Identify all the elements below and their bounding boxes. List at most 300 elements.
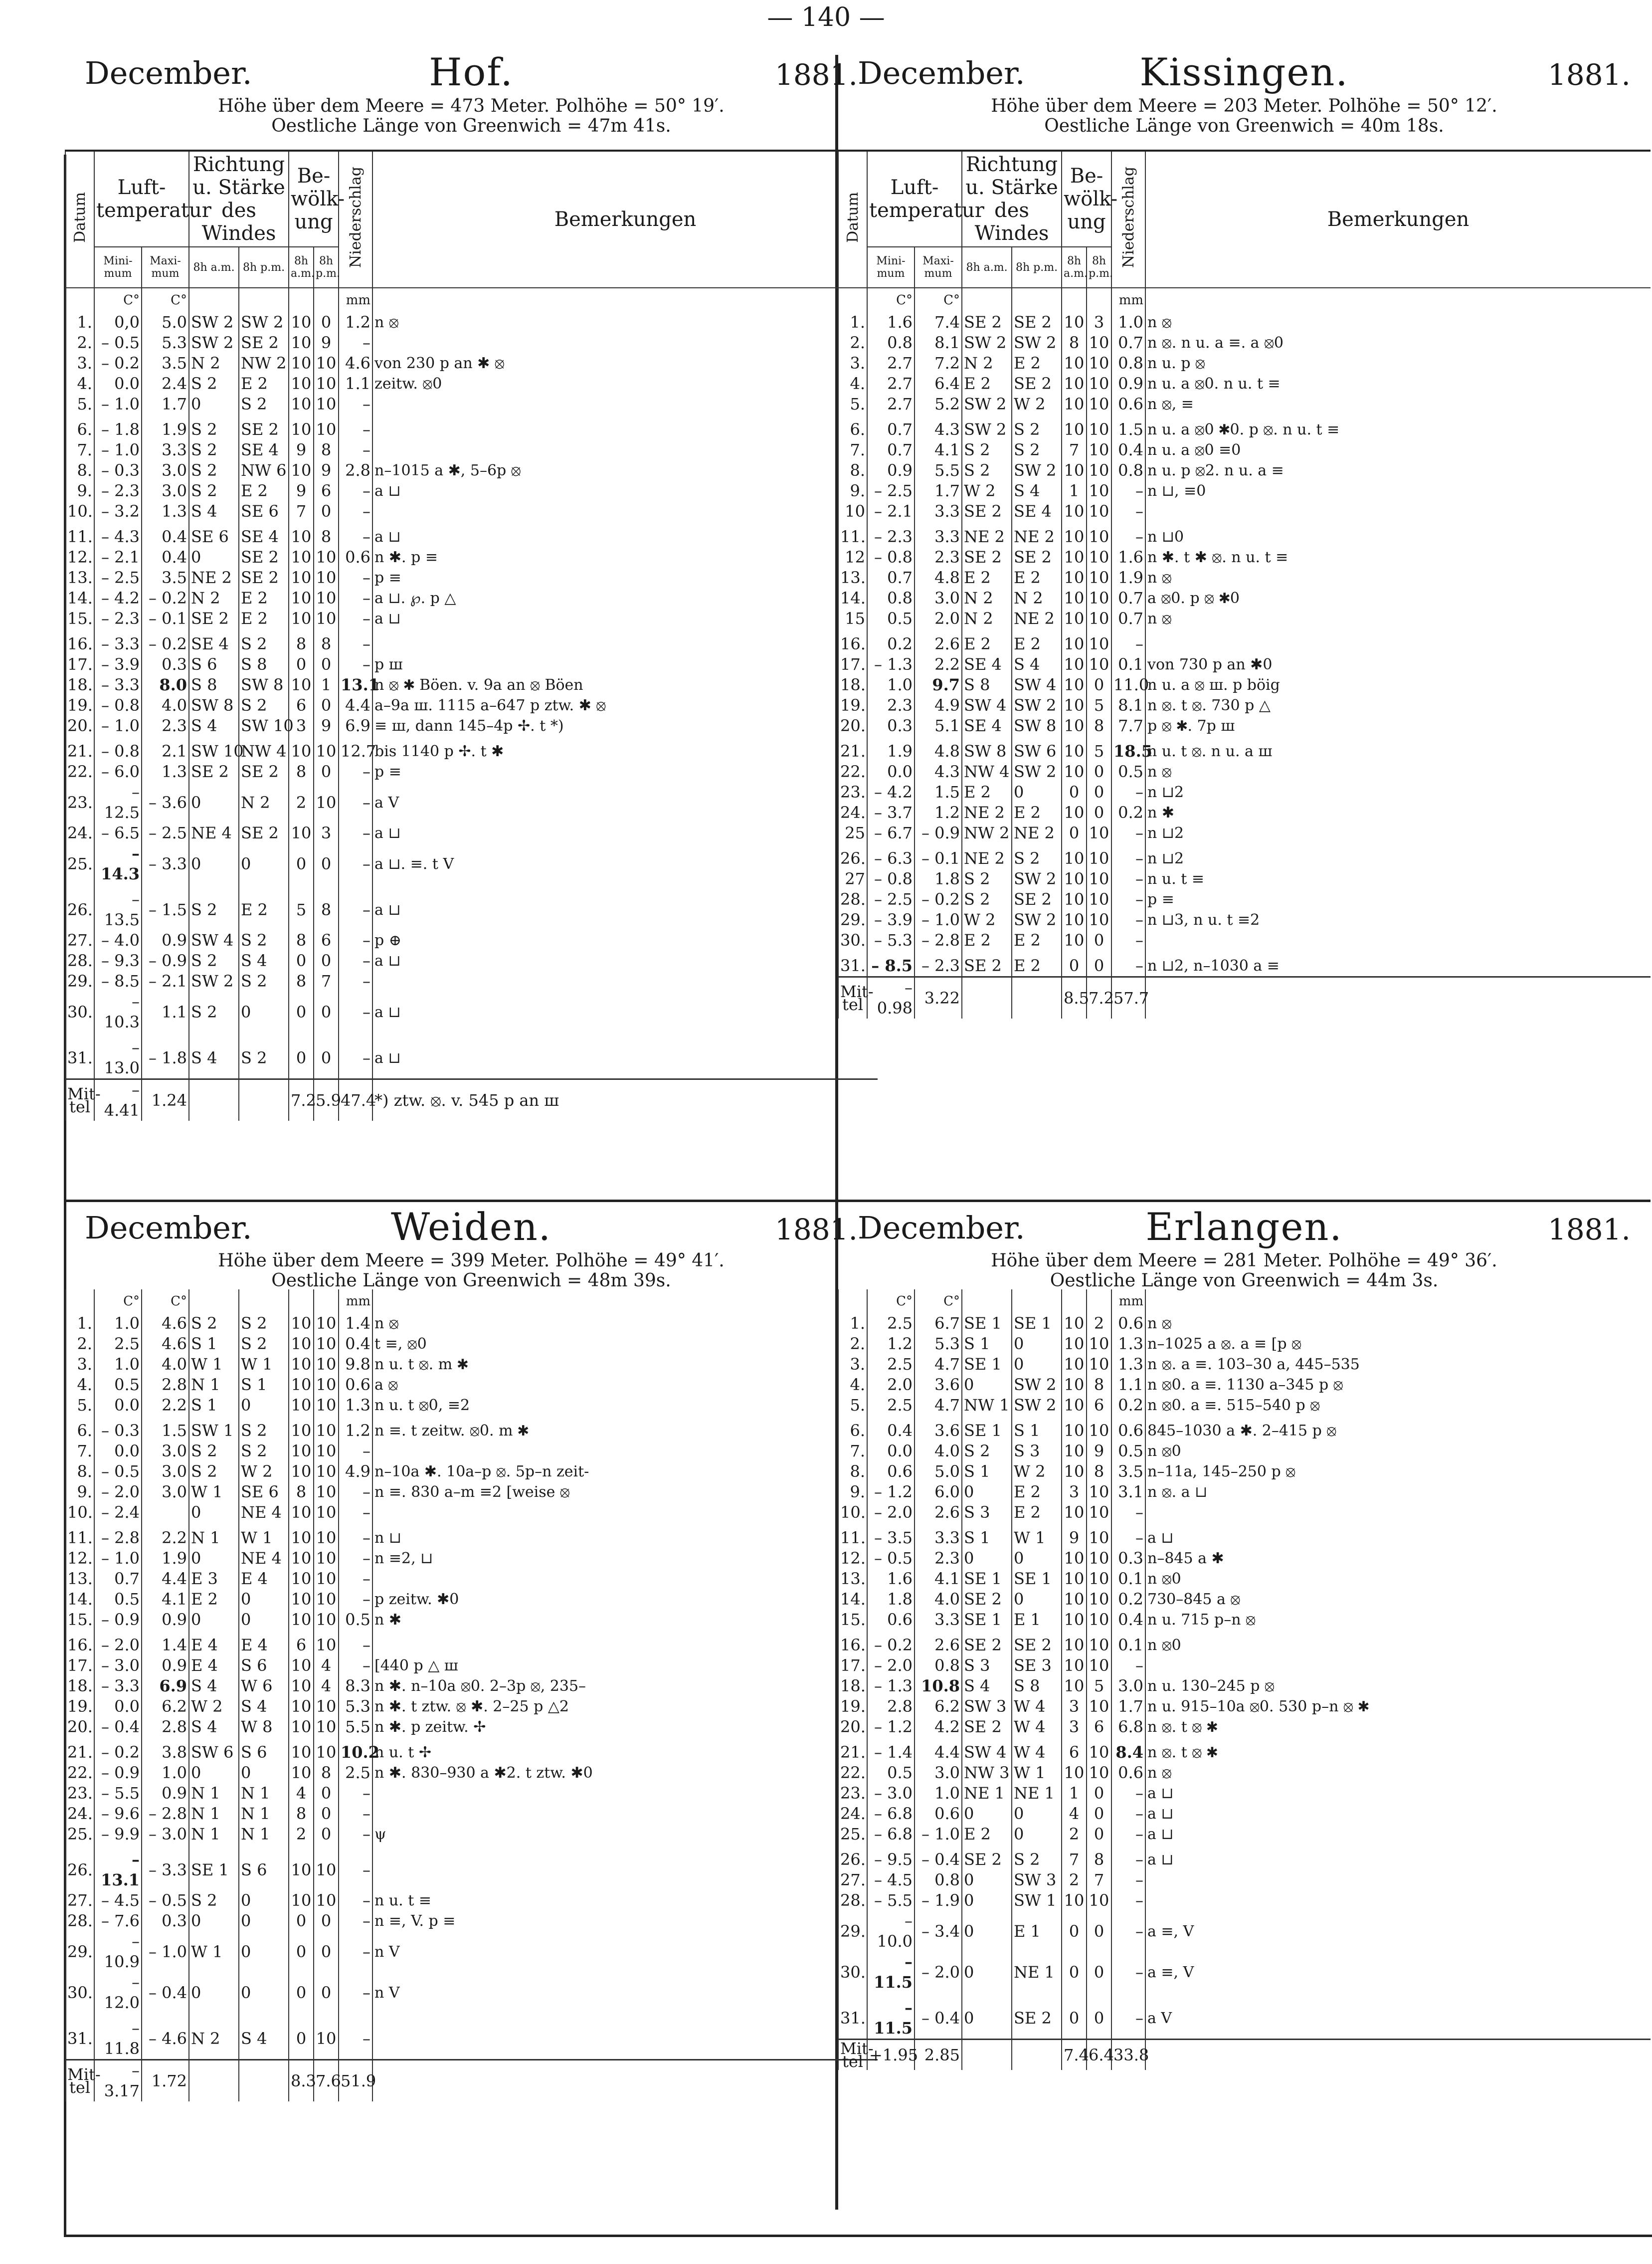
cloud-pm-cell: 0: [1087, 803, 1111, 823]
cloud-am-cell: 7: [289, 501, 314, 522]
cloud-am-cell: 10: [1062, 609, 1087, 629]
header-datum: Datum: [838, 151, 867, 288]
day-cell: 15.: [838, 1610, 867, 1630]
cloud-pm-cell: 10: [314, 1890, 339, 1911]
cloud-am-cell: 10: [289, 522, 314, 547]
wind-pm-cell: S 6: [239, 1737, 289, 1763]
cloud-am-cell: 7: [1062, 1845, 1087, 1870]
wind-pm-cell: 0: [1012, 1354, 1062, 1375]
max-temp-cell: 0.4: [142, 522, 189, 547]
cloud-am-cell: 10: [289, 1763, 314, 1783]
table-row: [65, 1804, 878, 1824]
remark-cell: a ⊔: [372, 609, 878, 629]
min-temp-cell: – 2.0: [867, 1655, 915, 1676]
wind-am-cell: SE 2: [962, 1717, 1012, 1737]
cloud-pm-cell: 10: [1087, 460, 1111, 481]
precip-cell: –: [1111, 481, 1145, 501]
min-temp-cell: – 2.3: [867, 522, 915, 547]
precip-cell: –: [339, 843, 372, 884]
day-cell: 19.: [838, 695, 867, 716]
max-temp-cell: [142, 1502, 189, 1523]
max-temp-cell: 3.3: [915, 522, 962, 547]
wind-pm-cell: W 1: [1012, 1523, 1062, 1548]
max-temp-cell: – 0.9: [142, 951, 189, 971]
precip-cell: –: [339, 1502, 372, 1523]
cloud-pm-cell: 8: [314, 440, 339, 460]
wind-pm-cell: SE 2: [1012, 1993, 1062, 2040]
day-cell: 6.: [838, 1416, 867, 1441]
precip-cell: –: [339, 992, 372, 1032]
min-temp-cell: – 3.0: [867, 1783, 915, 1804]
wind-pm-cell: SE 2: [239, 568, 289, 588]
min-temp-cell: –14.3: [94, 843, 142, 884]
wind-pm-cell: S 2: [1012, 1845, 1062, 1870]
day-cell: 16.: [65, 629, 94, 654]
mittel-cell: 7.6: [314, 2060, 339, 2102]
wind-am-cell: S 2: [189, 414, 239, 440]
wind-am-cell: SW 2: [962, 394, 1012, 414]
precip-cell: 18.5: [1111, 736, 1145, 762]
wind-pm-cell: SE 2: [1012, 547, 1062, 568]
remark-cell: p zeitw. ✱0: [372, 1589, 878, 1610]
table-row: [838, 1569, 1651, 1589]
cloud-pm-cell: 0: [314, 1804, 339, 1824]
table-row: [838, 522, 1651, 547]
day-cell: 11.: [838, 1523, 867, 1548]
remark-cell: n ⊔2: [1145, 823, 1651, 843]
min-temp-cell: 2.3: [867, 695, 915, 716]
table-row: [838, 736, 1651, 762]
wind-pm-cell: S 4: [239, 1696, 289, 1717]
table-row: [838, 501, 1651, 522]
remark-cell: a ⊔: [372, 992, 878, 1032]
precip-cell: 1.3: [1111, 1334, 1145, 1354]
max-temp-cell: 4.6: [142, 1334, 189, 1354]
remark-cell: a ⊔: [372, 481, 878, 501]
max-temp-cell: – 2.3: [915, 951, 962, 977]
header-bew-pm: 8h p.m.: [1087, 247, 1111, 288]
cloud-am-cell: 8: [289, 629, 314, 654]
mittel-cell: 7.4: [1062, 2040, 1087, 2070]
max-temp-cell: 2.6: [915, 1502, 962, 1523]
cloud-pm-cell: 10: [1087, 1482, 1111, 1502]
min-temp-cell: – 7.6: [94, 1911, 142, 1931]
day-cell: 29.: [838, 1911, 867, 1952]
min-temp-cell: – 1.0: [94, 394, 142, 414]
min-temp-cell: 0.0: [867, 762, 915, 782]
remark-cell: [1145, 1890, 1651, 1911]
wind-am-cell: SE 4: [962, 716, 1012, 736]
max-temp-cell: 7.2: [915, 353, 962, 374]
cloud-am-cell: 10: [289, 568, 314, 588]
cloud-am-cell: 10: [289, 1313, 314, 1334]
wind-pm-cell: SE 6: [239, 1482, 289, 1502]
wind-pm-cell: SE 2: [239, 547, 289, 568]
day-cell: 4.: [838, 1375, 867, 1395]
precip-cell: –: [339, 2013, 372, 2060]
table-row: [65, 716, 878, 736]
max-temp-cell: – 2.8: [142, 1804, 189, 1824]
cloud-am-cell: 10: [1062, 889, 1087, 910]
wind-am-cell: NE 2: [962, 522, 1012, 547]
day-cell: 13.: [838, 1569, 867, 1589]
day-cell: 12.: [65, 1548, 94, 1569]
wind-am-cell: SW 8: [962, 736, 1012, 762]
remark-cell: [372, 1630, 878, 1655]
remark-cell: n V: [372, 1931, 878, 1972]
wind-pm-cell: 0: [1012, 1589, 1062, 1610]
max-temp-cell: 0.3: [142, 1911, 189, 1931]
day-cell: 28.: [838, 889, 867, 910]
day-cell: 31.: [65, 1032, 94, 1079]
precip-cell: –: [1111, 1845, 1145, 1870]
cloud-am-cell: 10: [289, 1569, 314, 1589]
mittel-cell: 1.24: [142, 1079, 189, 1121]
table-row: [65, 460, 878, 481]
remark-cell: n u. a ⦻0. n u. t ≡: [1145, 374, 1651, 394]
remark-cell: n ⦻0: [1145, 1569, 1651, 1589]
day-cell: 9.: [65, 481, 94, 501]
cloud-am-cell: 10: [1062, 716, 1087, 736]
precip-cell: –: [339, 1569, 372, 1589]
min-temp-cell: – 1.0: [94, 716, 142, 736]
remark-cell: a V: [372, 782, 878, 823]
header-bew-am: 8h a.m.: [289, 247, 314, 288]
max-temp-cell: 2.2: [142, 1523, 189, 1548]
cloud-am-cell: 10: [1062, 762, 1087, 782]
wind-am-cell: S 2: [189, 374, 239, 394]
precip-cell: 0.6: [1111, 1313, 1145, 1334]
remark-cell: n ⦻. t ⦻ ✱: [1145, 1737, 1651, 1763]
precip-cell: –: [339, 884, 372, 930]
max-temp-cell: 3.3: [142, 440, 189, 460]
cloud-pm-cell: 8: [314, 629, 339, 654]
precip-cell: –: [339, 440, 372, 460]
max-temp-cell: 7.4: [915, 312, 962, 333]
wind-pm-cell: E 2: [1012, 951, 1062, 977]
min-temp-cell: – 3.2: [94, 501, 142, 522]
wind-pm-cell: S 2: [239, 971, 289, 992]
wind-am-cell: E 4: [189, 1655, 239, 1676]
cloud-pm-cell: 10: [314, 1523, 339, 1548]
wind-pm-cell: E 2: [1012, 353, 1062, 374]
min-temp-cell: – 6.8: [867, 1824, 915, 1845]
precip-cell: 1.1: [339, 374, 372, 394]
min-temp-cell: –10.9: [94, 1931, 142, 1972]
cloud-pm-cell: 10: [1087, 1569, 1111, 1589]
wind-pm-cell: 0: [1012, 782, 1062, 803]
remark-cell: n u. t ≡: [372, 1890, 878, 1911]
longitude-info: Oestliche Länge von Greenwich = 44m 3s.: [1050, 1270, 1439, 1291]
precip-cell: 0.6: [1111, 1763, 1145, 1783]
table-row: [65, 762, 878, 782]
min-temp-cell: – 4.2: [867, 782, 915, 803]
max-temp-cell: 0.9: [142, 1783, 189, 1804]
max-temp-cell: 4.1: [915, 1569, 962, 1589]
table-row: [838, 1482, 1651, 1502]
cloud-am-cell: 0: [1062, 951, 1087, 977]
wind-pm-cell: E 2: [239, 588, 289, 609]
header-niederschlag: Niederschlag: [1111, 151, 1145, 288]
wind-am-cell: NE 4: [189, 823, 239, 843]
remark-cell: a ⊔. ≡. t V: [372, 843, 878, 884]
station-weiden: [65, 1205, 878, 2222]
wind-am-cell: 0: [962, 1911, 1012, 1952]
min-temp-cell: 0.0: [94, 1696, 142, 1717]
wind-pm-cell: S 2: [239, 394, 289, 414]
cloud-am-cell: 10: [289, 1375, 314, 1395]
table-row: [65, 1911, 878, 1931]
remark-cell: n u. t ✢: [372, 1737, 878, 1763]
day-cell: 18.: [65, 675, 94, 695]
precip-cell: –: [1111, 823, 1145, 843]
min-temp-cell: – 5.3: [867, 930, 915, 951]
precip-cell: 3.5: [1111, 1461, 1145, 1482]
max-temp-cell: – 3.3: [142, 843, 189, 884]
unit-celsius: C°: [142, 1289, 189, 1313]
precip-cell: 1.6: [1111, 547, 1145, 568]
day-cell: 10.: [65, 1502, 94, 1523]
cloud-pm-cell: 10: [314, 568, 339, 588]
day-cell: 6.: [65, 1416, 94, 1441]
cloud-pm-cell: 5: [1087, 1676, 1111, 1696]
min-temp-cell: – 5.5: [94, 1783, 142, 1804]
wind-pm-cell: W 1: [239, 1523, 289, 1548]
cloud-am-cell: 10: [1062, 930, 1087, 951]
cloud-am-cell: 10: [289, 736, 314, 762]
header-wind-am: 8h a.m.: [189, 247, 239, 288]
remark-cell: a ⊔: [372, 1032, 878, 1079]
unit-celsius: C°: [94, 288, 142, 312]
day-cell: 21.: [65, 736, 94, 762]
day-cell: 11.: [65, 522, 94, 547]
day-cell: 18.: [838, 1676, 867, 1696]
wind-pm-cell: N 1: [239, 1804, 289, 1824]
precip-cell: –: [339, 481, 372, 501]
table-row: [65, 1502, 878, 1523]
cloud-pm-cell: 10: [1087, 1610, 1111, 1630]
day-cell: 20.: [838, 716, 867, 736]
cloud-pm-cell: 0: [1087, 1783, 1111, 1804]
table-row: [65, 1416, 878, 1441]
header-datum: Datum: [65, 151, 94, 288]
min-temp-cell: – 0.5: [94, 333, 142, 353]
wind-pm-cell: E 2: [239, 374, 289, 394]
min-temp-cell: – 0.8: [867, 869, 915, 889]
min-temp-cell: – 3.7: [867, 803, 915, 823]
wind-am-cell: N 1: [189, 1824, 239, 1845]
cloud-am-cell: 10: [289, 823, 314, 843]
table-row: [838, 568, 1651, 588]
max-temp-cell: 4.1: [915, 440, 962, 460]
precip-cell: 0.2: [1111, 1589, 1145, 1610]
precip-cell: –: [339, 1911, 372, 1931]
cloud-pm-cell: 10: [1087, 568, 1111, 588]
cloud-am-cell: 10: [1062, 1416, 1087, 1441]
cloud-pm-cell: 10: [1087, 414, 1111, 440]
min-temp-cell: 0.0: [94, 374, 142, 394]
cloud-pm-cell: 10: [1087, 609, 1111, 629]
longitude-info: Oestliche Länge von Greenwich = 47m 41s.: [271, 116, 671, 136]
min-temp-cell: –12.0: [94, 1972, 142, 2013]
table-row: [838, 803, 1651, 823]
wind-pm-cell: E 2: [1012, 629, 1062, 654]
wind-am-cell: SW 4: [189, 930, 239, 951]
table-row: [65, 414, 878, 440]
wind-am-cell: SW 3: [962, 1696, 1012, 1717]
min-temp-cell: 0.3: [867, 716, 915, 736]
wind-pm-cell: S 2: [239, 1334, 289, 1354]
cloud-pm-cell: 4: [314, 1676, 339, 1696]
day-cell: 5.: [65, 394, 94, 414]
precip-cell: 2.8: [339, 460, 372, 481]
min-temp-cell: – 9.9: [94, 1824, 142, 1845]
table-row: [65, 1845, 878, 1890]
cloud-pm-cell: 0: [1087, 1952, 1111, 1993]
cloud-am-cell: 10: [1062, 869, 1087, 889]
day-cell: 29.: [65, 971, 94, 992]
cloud-pm-cell: 10: [1087, 394, 1111, 414]
cloud-pm-cell: 10: [1087, 1502, 1111, 1523]
precip-cell: –: [339, 1441, 372, 1461]
precip-cell: –: [339, 1931, 372, 1972]
remark-cell: n ⦻: [1145, 568, 1651, 588]
cloud-pm-cell: 10: [314, 588, 339, 609]
table-row: [65, 1763, 878, 1783]
remark-cell: zeitw. ⦻0: [372, 374, 878, 394]
day-cell: 21.: [838, 1737, 867, 1763]
remark-cell: a ⊔: [372, 884, 878, 930]
table-row: [838, 716, 1651, 736]
max-temp-cell: – 3.3: [142, 1845, 189, 1890]
cloud-pm-cell: 8: [314, 884, 339, 930]
remark-cell: n ⊔: [372, 1523, 878, 1548]
mittel-label: Mit-tel: [838, 2040, 867, 2070]
table-row: [838, 1952, 1651, 1993]
table-row: [65, 1589, 878, 1610]
cloud-pm-cell: 3: [1087, 312, 1111, 333]
remark-cell: a ≡, V: [1145, 1911, 1651, 1952]
precip-cell: –: [339, 823, 372, 843]
day-cell: 22.: [838, 1763, 867, 1783]
cloud-am-cell: 3: [1062, 1482, 1087, 1502]
precip-cell: 0.4: [1111, 440, 1145, 460]
table-row: [838, 951, 1651, 977]
table-row: [838, 1737, 1651, 1763]
max-temp-cell: 2.3: [915, 547, 962, 568]
remark-cell: n ≡2, ⊔: [372, 1548, 878, 1569]
cloud-am-cell: 10: [1062, 1313, 1087, 1334]
cloud-am-cell: 10: [1062, 588, 1087, 609]
table-row: [838, 1354, 1651, 1375]
max-temp-cell: – 2.8: [915, 930, 962, 951]
cloud-pm-cell: 10: [314, 1717, 339, 1737]
wind-pm-cell: 0: [239, 1610, 289, 1630]
mittel-cell: 7.2: [1087, 977, 1111, 1019]
mittel-cell: 47.4: [339, 1079, 372, 1121]
min-temp-cell: –13.1: [94, 1845, 142, 1890]
table-row: [65, 1737, 878, 1763]
cloud-pm-cell: 10: [1087, 1334, 1111, 1354]
header-bew-pm: 8h p.m.: [314, 247, 339, 288]
cloud-pm-cell: 10: [1087, 1548, 1111, 1569]
table-row: [65, 1441, 878, 1461]
wind-am-cell: 0: [189, 547, 239, 568]
mittel-cell: [189, 2060, 239, 2102]
cloud-am-cell: 0: [289, 843, 314, 884]
precip-cell: –: [1111, 869, 1145, 889]
max-temp-cell: 2.8: [142, 1375, 189, 1395]
max-temp-cell: 4.7: [915, 1354, 962, 1375]
remark-cell: n u. 915–10a ⦻0. 530 p–n ⦻ ✱: [1145, 1696, 1651, 1717]
wind-am-cell: SE 1: [962, 1313, 1012, 1334]
day-cell: 25.: [65, 843, 94, 884]
max-temp-cell: 3.5: [142, 353, 189, 374]
mittel-cell: 57.7: [1111, 977, 1145, 1019]
table-row: [65, 843, 878, 884]
cloud-am-cell: 10: [1062, 1334, 1087, 1354]
remark-cell: n V: [372, 1972, 878, 2013]
wind-pm-cell: S 4: [239, 2013, 289, 2060]
min-temp-cell: – 6.3: [867, 843, 915, 869]
cloud-am-cell: 10: [289, 1523, 314, 1548]
max-temp-cell: 3.3: [915, 1610, 962, 1630]
wind-pm-cell: NW 2: [239, 353, 289, 374]
table-row: [65, 440, 878, 460]
cloud-am-cell: 0: [1062, 1993, 1087, 2040]
cloud-am-cell: 0: [289, 1931, 314, 1972]
max-temp-cell: 5.1: [915, 716, 962, 736]
cloud-am-cell: 4: [289, 1783, 314, 1804]
remark-cell: n ⊔2, n–1030 a ≡: [1145, 951, 1651, 977]
wind-am-cell: 0: [189, 394, 239, 414]
wind-pm-cell: S 8: [1012, 1676, 1062, 1696]
wind-pm-cell: SW 2: [1012, 695, 1062, 716]
remark-cell: n ≡. t zeitw. ⦻0. m ✱: [372, 1416, 878, 1441]
cloud-pm-cell: 8: [314, 522, 339, 547]
max-temp-cell: 2.6: [915, 1630, 962, 1655]
wind-am-cell: 0: [962, 1482, 1012, 1502]
cloud-pm-cell: 0: [1087, 782, 1111, 803]
precip-cell: –: [1111, 1804, 1145, 1824]
remark-cell: n ⦻: [1145, 762, 1651, 782]
day-cell: 22.: [65, 762, 94, 782]
cloud-pm-cell: 0: [314, 654, 339, 675]
precip-cell: –: [339, 951, 372, 971]
day-cell: 5.: [65, 1395, 94, 1416]
min-temp-cell: – 5.5: [867, 1890, 915, 1911]
wind-am-cell: 0: [962, 1804, 1012, 1824]
day-cell: 2.: [838, 1334, 867, 1354]
remark-cell: n u. p ⦻: [1145, 353, 1651, 374]
wind-pm-cell: SE 4: [239, 522, 289, 547]
remark-cell: n ⦻0: [1145, 1630, 1651, 1655]
wind-am-cell: NW 4: [962, 762, 1012, 782]
remark-cell: n ⊔2: [1145, 843, 1651, 869]
mittel-cell: [239, 2060, 289, 2102]
wind-am-cell: SW 2: [189, 312, 239, 333]
wind-am-cell: S 1: [189, 1334, 239, 1354]
cloud-am-cell: 10: [1062, 460, 1087, 481]
max-temp-cell: 1.3: [142, 762, 189, 782]
wind-am-cell: SW 4: [962, 695, 1012, 716]
cloud-am-cell: 9: [1062, 1523, 1087, 1548]
wind-pm-cell: E 2: [1012, 1502, 1062, 1523]
min-temp-cell: – 4.3: [94, 522, 142, 547]
mittel-cell: [1012, 2040, 1062, 2070]
precip-cell: –: [339, 1972, 372, 2013]
wind-pm-cell: W 1: [1012, 1763, 1062, 1783]
